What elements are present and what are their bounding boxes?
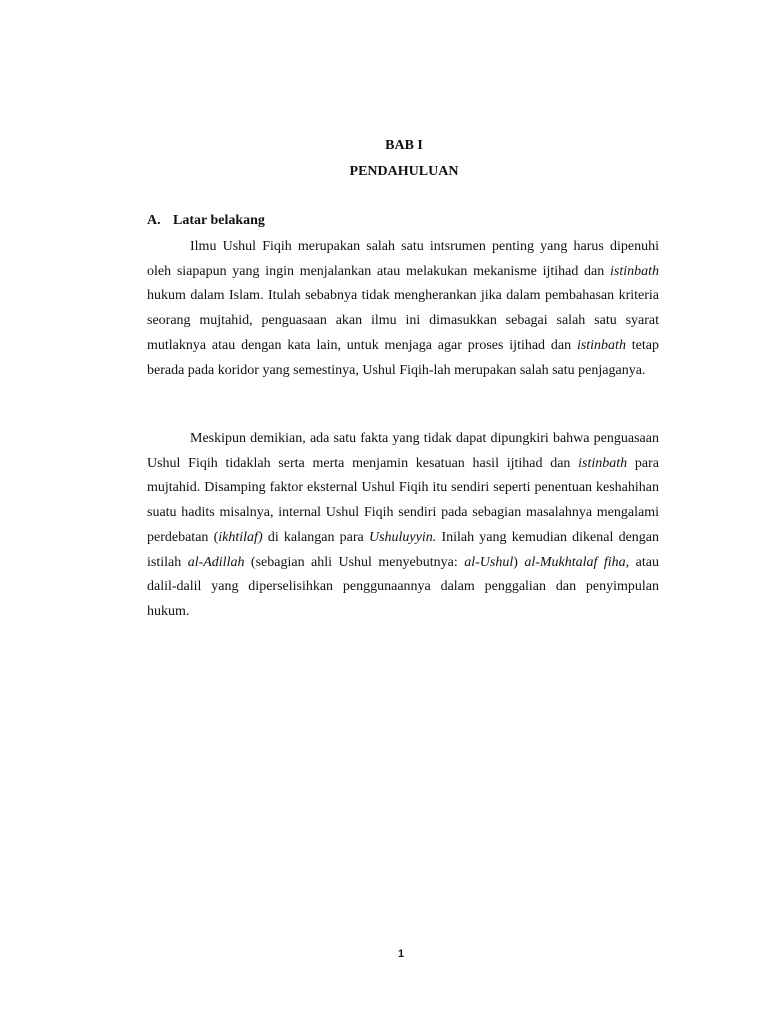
- chapter-number: BAB I: [385, 138, 423, 153]
- paragraph-2: [147, 427, 659, 625]
- chapter-title: PENDAHULUAN: [349, 164, 459, 179]
- paragraph-1-term-1: istinbath: [609, 263, 659, 279]
- paragraph-2-text-1: Meskipun demikian, ada satu fakta yang tidak dapat dipungkiri bahwa penguasaan Ushul Fiqih tidaklah serta merta menjamin kesatuan hasil ijtihad dan: [147, 431, 659, 471]
- paragraph-2-term-4: al-Adillah: [187, 554, 245, 570]
- paragraph-2-term-3: Ushuluyyin.: [368, 529, 437, 545]
- paragraph-2-term-5: al-Ushul: [464, 554, 514, 570]
- paragraph-2-term-6: al-Mukhtalaf fiha,: [524, 554, 630, 570]
- paragraph-2-text-4: Inilah yang kemudian dikenal dengan istilah: [147, 529, 659, 570]
- paragraph-1-text-3: tetap berada pada koridor yang semestinya, Ushul Fiqih-lah merupakan salah satu penjaganya.: [147, 337, 659, 378]
- page-number: 1: [397, 948, 405, 960]
- paragraph-2-text-2: para mujtahid. Disamping faktor eksternal Ushul Fiqih itu sendiri seperti penentuan keshahihan suatu hadits misalnya, internal Ushul Fiqih sendiri pada sebagian masalahnya mengalami perdebatan (: [147, 455, 659, 545]
- paragraph-1: [147, 235, 659, 383]
- paragraph-2-text-3: di kalangan para: [262, 529, 369, 545]
- paragraph-1-term-2: istinbath: [576, 337, 626, 353]
- paragraph-1-text-2: hukum dalam Islam. Itulah sebabnya tidak mengherankan jika dalam pembahasan kriteria seorang mujtahid, penguasaan akan ilmu ini dimasukkan sebagai salah satu syarat mutlaknya atau dengan kata lain, untuk menjaga agar proses ijtihad dan: [147, 288, 659, 353]
- paragraph-2-term-1: istinbath: [578, 455, 628, 471]
- paragraph-2-term-2: ikhtilaf): [218, 529, 263, 545]
- section-heading: [147, 213, 265, 229]
- paragraph-1-text-1: Ilmu Ushul Fiqih merupakan salah satu intsrumen penting yang harus dipenuhi oleh siapapun yang ingin menjalankan atau melakukan mekanisme ijtihad dan: [147, 239, 659, 279]
- paragraph-2-text-6: ): [513, 554, 525, 570]
- paragraph-2-text-7: atau dalil-dalil yang diperselisihkan penggunaannya dalam penggalian dan penyimpulan hukum.: [147, 554, 659, 619]
- paragraph-2-text-5: (sebagian ahli Ushul menyebutnya:: [244, 554, 465, 570]
- section-title: Latar belakang: [173, 213, 265, 228]
- section-letter: A.: [147, 213, 161, 228]
